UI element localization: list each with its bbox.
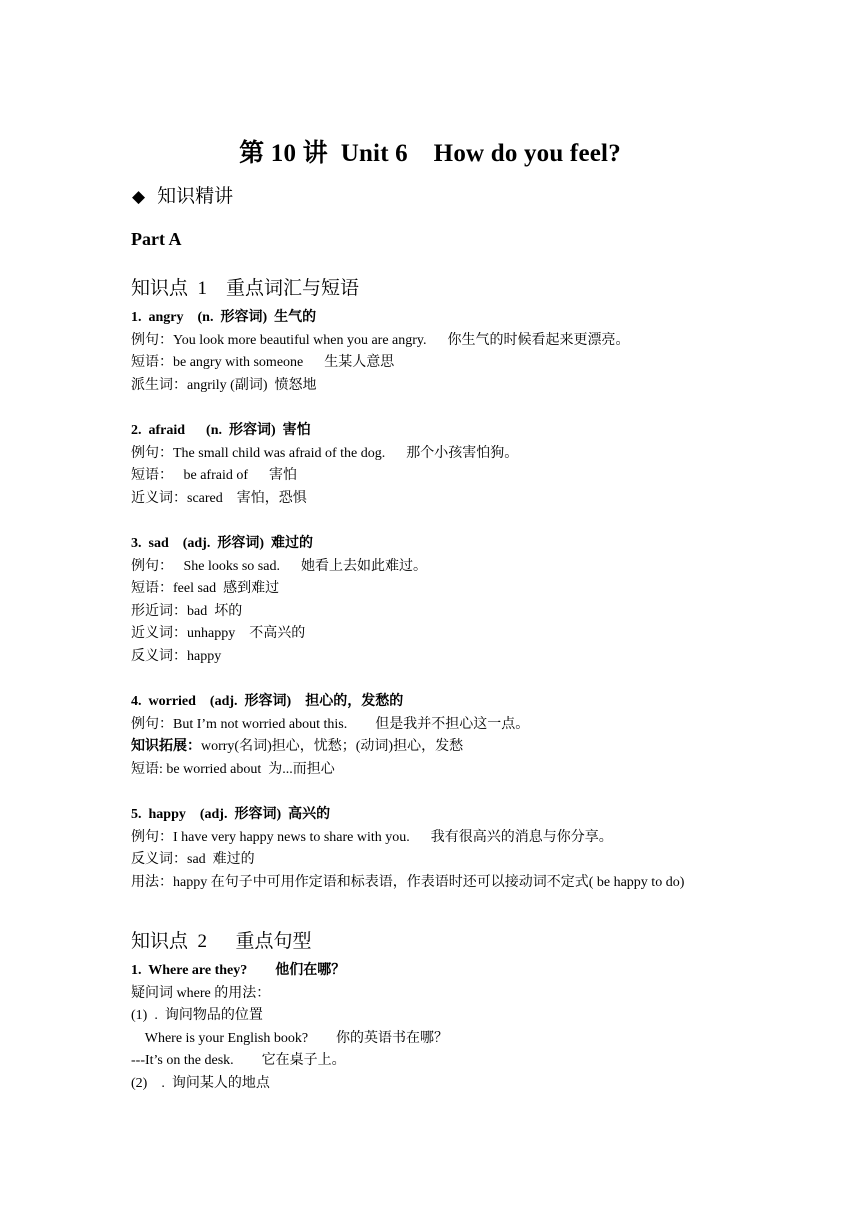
knowledge-point-2-heading: 知识点 2 重点句型: [131, 931, 312, 952]
entry-line: [131, 736, 791, 759]
extension-label: 知识拓展：: [131, 739, 201, 755]
entry-line: (1) . 询问物品的位置: [131, 1008, 263, 1024]
entry-line: 例句：But I’m not worried about this. 但是我并不担心这一点。: [131, 716, 530, 732]
entry-head: 3. sad (adj. 形容词) 难过的: [131, 535, 314, 551]
entry-line: 反义词：sad 难过的: [131, 852, 255, 868]
entry-line: 短语： be afraid of 害怕: [131, 468, 298, 484]
entry-head: 4. worried (adj. 形容词) 担心的，发愁的: [131, 694, 404, 710]
entry-line: Where is your English book? 你的英语书在哪？: [131, 1030, 449, 1046]
extension-text: worry(名词)担心，忧愁；(动词)担心，发愁: [201, 739, 464, 755]
entry-line: (2) . 询问某人的地点: [131, 1075, 270, 1091]
page-title: 第 10 讲 Unit 6 How do you feel?: [239, 140, 621, 167]
knowledge-point-1-heading: 知识点 1 重点词汇与短语: [131, 278, 360, 299]
entry-head: 5. happy (adj. 形容词) 高兴的: [131, 807, 331, 823]
part-heading: Part A: [131, 229, 182, 249]
entry-head: 2. afraid (n. 形容词) 害怕: [131, 422, 311, 438]
entry-line: 例句：You look more beautiful when you are angry. 你生气的时候看起来更漂亮。: [131, 332, 630, 348]
entry-line: 近义词：scared 害怕，恐惧: [131, 490, 307, 506]
sentence-pattern-section: [131, 960, 791, 1096]
entry-head: 1. Where are they? 他们在哪？: [131, 963, 346, 978]
entry-line: 近义词：unhappy 不高兴的: [131, 626, 306, 642]
entry-line: 短语: be worried about 为...而担心: [131, 761, 335, 777]
vocabulary-section: [131, 307, 791, 894]
entry-line: ---It’s on the desk. 它在桌子上。: [131, 1053, 346, 1069]
entry-line: 反义词：happy: [131, 648, 222, 664]
entry-line: 例句：The small child was afraid of the dog. 那个小孩害怕狗。: [131, 445, 519, 461]
entry-head: 1. angry (n. 形容词) 生气的: [131, 310, 317, 325]
diamond-bullet-icon: ◆: [132, 187, 146, 206]
entry-line: 疑问词 where 的用法：: [131, 985, 271, 1001]
entry-line: 例句：I have very happy news to share with you. 我有很高兴的消息与你分享。: [131, 829, 613, 845]
entry-line: 形近词：bad 坏的: [131, 603, 243, 619]
section-heading: [132, 181, 233, 208]
entry-line: 用法：happy 在句子中可用作定语和标表语，作表语时还可以接动词不定式( be happy to do): [131, 874, 685, 890]
entry-line: 短语：be angry with someone 生某人意思: [131, 355, 395, 371]
entry-line: 派生词：angrily (副词) 愤怒地: [131, 377, 317, 393]
entry-line: 例句： She looks so sad. 她看上去如此难过。: [131, 558, 427, 574]
section-heading-text: 知识精讲: [157, 186, 234, 207]
entry-line: 短语：feel sad 感到难过: [131, 581, 280, 597]
